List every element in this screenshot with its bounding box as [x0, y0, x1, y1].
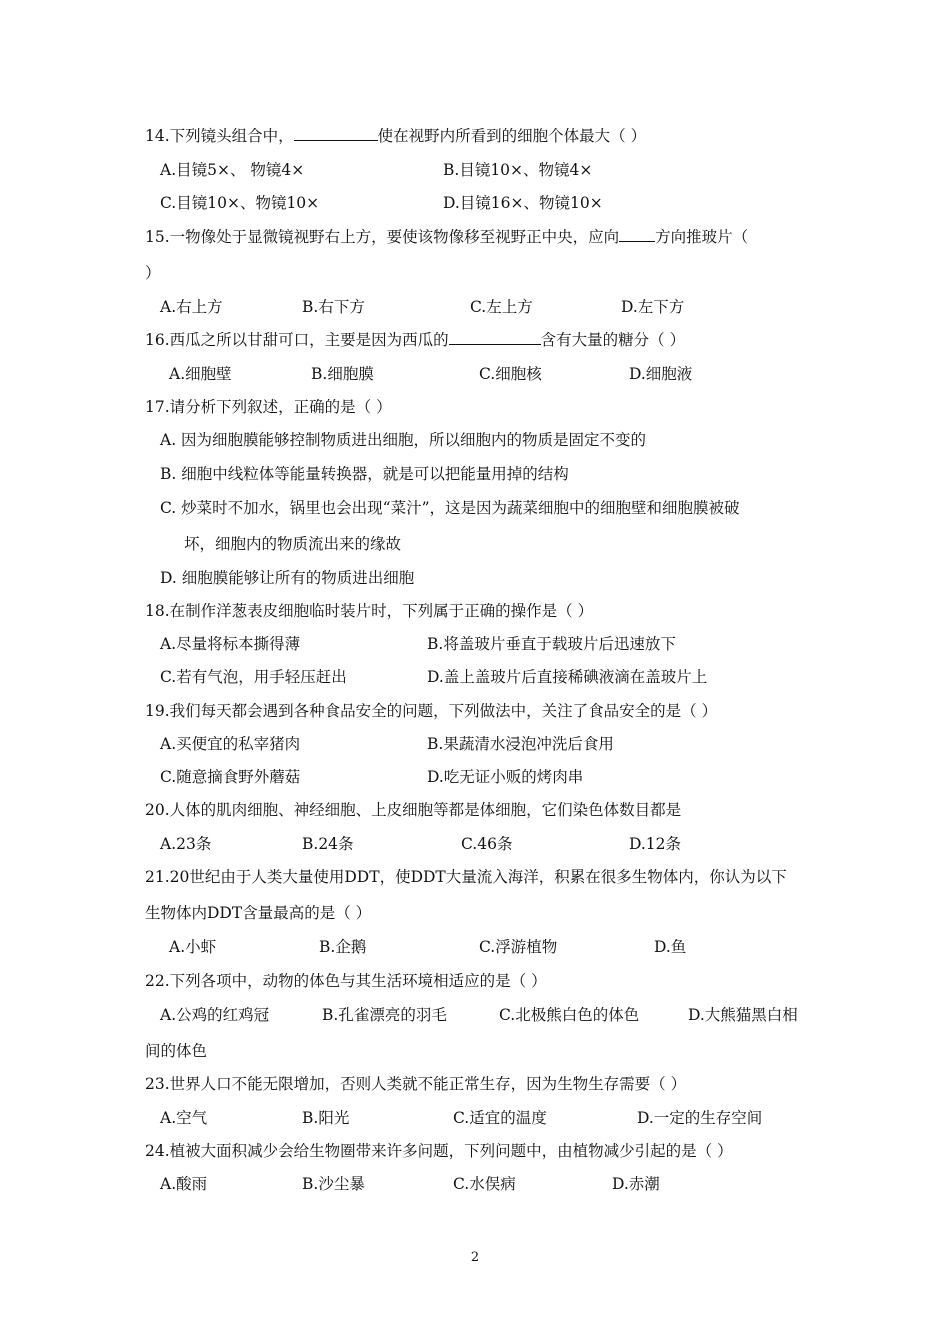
option-d: D.细胞液 — [629, 365, 693, 383]
option-c: C.水俣病 — [453, 1175, 516, 1193]
option-b: B.目镜10×、物镜4× — [443, 161, 593, 179]
question-15-cont: ） — [145, 264, 161, 282]
option-a: A.买便宜的私宰猪肉 — [160, 735, 301, 753]
question-24-stem: 24.植被大面积减少会给生物圈带来许多问题，下列问题中，由植物减少引起的是（ ） — [145, 1142, 733, 1160]
question-19-stem: 19.我们每天都会遇到各种食品安全的问题，下列做法中，关注了食品安全的是（ ） — [145, 702, 718, 720]
option-c: C.细胞核 — [479, 365, 542, 383]
option-d: D.吃无证小贩的烤肉串 — [427, 768, 584, 786]
option-b: B.孔雀漂亮的羽毛 — [322, 1006, 447, 1024]
question-17-stem: 17.请分析下列叙述，正确的是（ ） — [145, 398, 392, 416]
question-21-stem: 21.20世纪由于人类大量使用DDT，使DDT大量流入海洋，积累在很多生物体内，你认为以下 — [145, 868, 787, 886]
option-a: A.23条 — [160, 835, 212, 853]
option-a: A.尽量将标本撕得薄 — [160, 635, 301, 653]
question-14-stem: 14.下列镜头组合中， 使在视野内所看到的细胞个体最大（ ） — [145, 127, 647, 145]
option-c: C.随意摘食野外蘑菇 — [160, 768, 301, 786]
option-d: D.鱼 — [654, 938, 687, 956]
option-c: C.北极熊白色的体色 — [499, 1006, 640, 1024]
question-18-stem: 18.在制作洋葱表皮细胞临时装片时，下列属于正确的操作是（ ） — [145, 602, 594, 620]
option-d: D.目镜16×、物镜10× — [443, 194, 603, 212]
option-b: B.沙尘暴 — [302, 1175, 365, 1193]
option-a: A.右上方 — [160, 298, 223, 316]
option-c: C.适宜的温度 — [453, 1109, 547, 1127]
question-21-cont: 生物体内DDT含量最高的是（ ） — [145, 904, 372, 922]
option-d: D.盖上盖玻片后直接稀碘液滴在盖玻片上 — [427, 668, 708, 686]
option-d: D.赤潮 — [612, 1175, 660, 1193]
option-a: A.公鸡的红鸡冠 — [160, 1006, 270, 1024]
page-number: 2 — [470, 1250, 480, 1265]
option-a: A.细胞壁 — [169, 365, 232, 383]
option-c: C.46条 — [461, 835, 513, 853]
option-b: B.24条 — [302, 835, 354, 853]
option-b: B.细胞膜 — [311, 365, 374, 383]
option-d: D.大熊猫黑白相 — [688, 1006, 798, 1024]
question-23-stem: 23.世界人口不能无限增加，否则人类就不能正常生存，因为生物生存需要（ ） — [145, 1075, 687, 1093]
option-b: B.企鹅 — [319, 938, 367, 956]
question-20-stem: 20.人体的肌肉细胞、神经细胞、上皮细胞等都是体细胞，它们染色体数目都是 — [145, 801, 682, 819]
option-d: D.左下方 — [621, 298, 685, 316]
option-b: B.阳光 — [302, 1109, 350, 1127]
option-b: B.右下方 — [302, 298, 365, 316]
option-c: C.目镜10×、物镜10× — [160, 194, 320, 212]
option-d: D.12条 — [629, 835, 682, 853]
answer-blank[interactable] — [294, 126, 378, 141]
option-a: A.空气 — [160, 1109, 208, 1127]
option-a: A.小虾 — [169, 938, 217, 956]
option-d: D.一定的生存空间 — [637, 1109, 763, 1127]
question-15-stem: 15.一物像处于显微镜视野右上方，要使该物像移至视野正中央，应向 方向推玻片（ — [145, 228, 749, 246]
option-b: B. 细胞中线粒体等能量转换器，就是可以把能量用掉的结构 — [160, 465, 569, 483]
option-a: A. 因为细胞膜能够控制物质进出细胞，所以细胞内的物质是固定不变的 — [160, 431, 647, 449]
option-c: C. 炒菜时不加水，锅里也会出现“菜汁”，这是因为蔬菜细胞中的细胞壁和细胞膜被破 — [160, 499, 740, 517]
option-c: C.左上方 — [470, 298, 533, 316]
option-a: A.目镜5×、 物镜4× — [160, 161, 305, 179]
option-c: C.浮游植物 — [479, 938, 558, 956]
question-22-cont: 间的体色 — [145, 1042, 208, 1060]
question-22-stem: 22.下列各项中，动物的体色与其生活环境相适应的是（ ） — [145, 972, 547, 990]
answer-blank[interactable] — [449, 330, 541, 345]
question-16-stem: 16.西瓜之所以甘甜可口，主要是因为西瓜的 含有大量的糖分（ ） — [145, 331, 686, 349]
option-d: D. 细胞膜能够让所有的物质进出细胞 — [160, 569, 415, 587]
option-c-cont: 坏，细胞内的物质流出来的缘故 — [184, 535, 402, 553]
option-c: C.若有气泡，用手轻压赶出 — [160, 668, 347, 686]
option-a: A.酸雨 — [160, 1175, 208, 1193]
option-b: B.果蔬清水浸泡冲洗后食用 — [427, 735, 614, 753]
answer-blank[interactable] — [619, 227, 655, 242]
option-b: B.将盖玻片垂直于载玻片后迅速放下 — [427, 635, 676, 653]
